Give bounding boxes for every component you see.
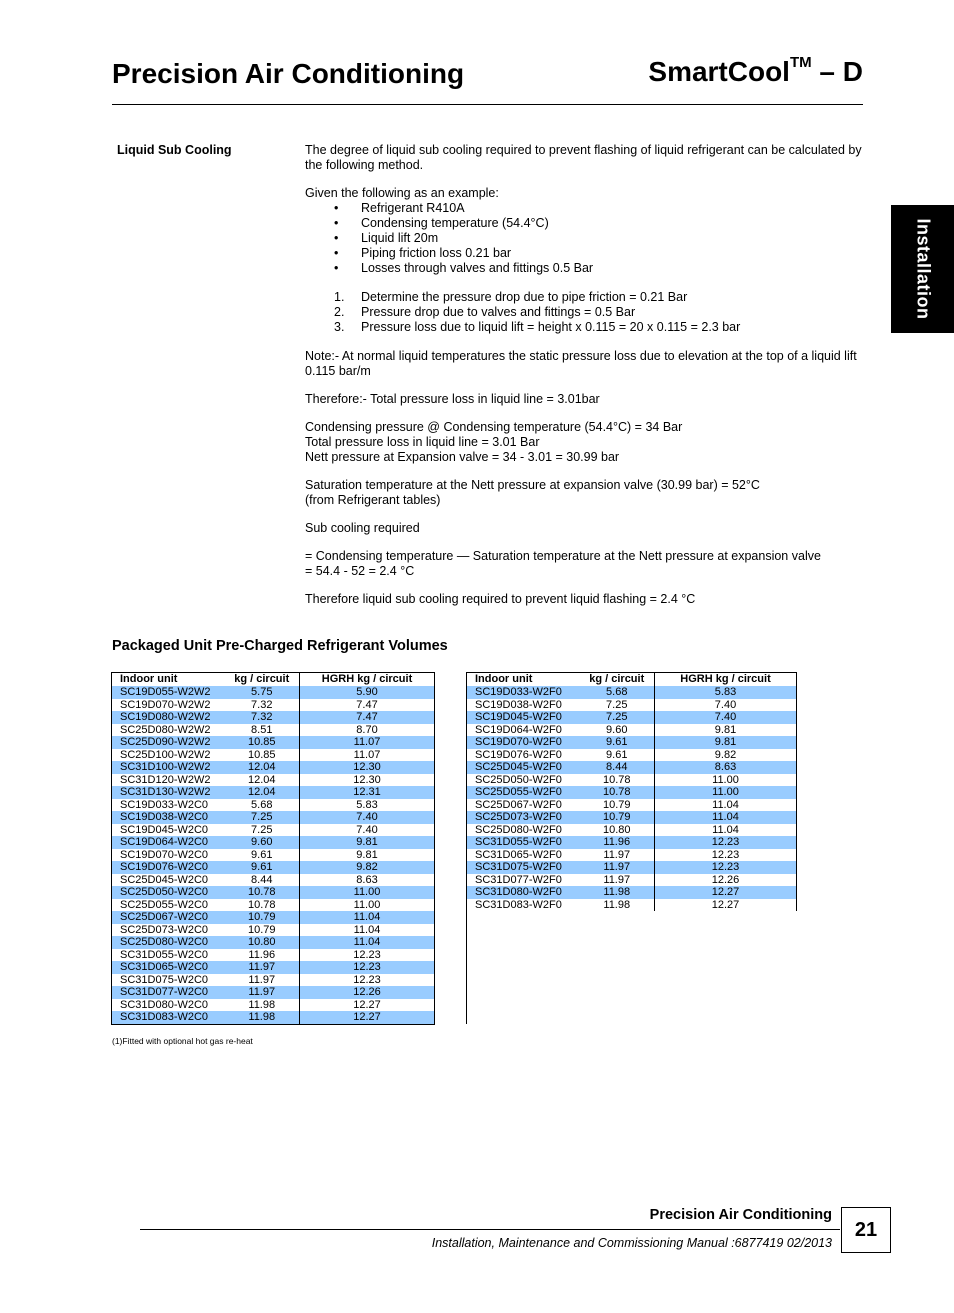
cell-hgrh: 12.27 — [300, 1011, 435, 1024]
table-row — [467, 824, 797, 837]
cell-kg: 10.85 — [225, 749, 300, 762]
footer-manual-ref: Installation, Maintenance and Commissioning Manual :6877419 02/2013 — [431, 1236, 832, 1250]
table-row — [467, 811, 797, 824]
cell-hgrh: 11.04 — [712, 823, 739, 836]
bullet-item: • Refrigerant R410A — [334, 201, 465, 215]
cell-unit: SC25D080-W2F0 — [475, 823, 562, 836]
cell-kg: 10.79 — [225, 924, 300, 937]
table-row — [112, 961, 435, 974]
footnote: (1)Fitted with optional hot gas re-heat — [112, 1036, 253, 1046]
cell-hgrh: 12.27 — [655, 886, 797, 899]
table-row — [467, 886, 797, 899]
cell-kg: 9.60 — [225, 836, 300, 849]
table-row — [467, 799, 797, 812]
cell-unit: SC19D045-W2F0 — [467, 711, 580, 724]
cell-hgrh: 9.81 — [300, 836, 435, 849]
cell-unit: SC25D073-W2C0 — [120, 923, 209, 936]
cell-unit: SC31D080-W2F0 — [467, 886, 580, 899]
table-row — [112, 774, 435, 787]
table-row — [112, 849, 435, 862]
cell-kg: 10.85 — [225, 736, 300, 749]
given-bullet-list — [305, 201, 865, 276]
bullet-item: • Condensing temperature (54.4°C) — [334, 216, 549, 230]
cell-hgrh: 12.23 — [655, 836, 797, 849]
cell-hgrh: 12.23 — [655, 861, 797, 874]
cell-unit: SC25D055-W2F0 — [467, 786, 580, 799]
cell-unit: SC19D070-W2F0 — [467, 736, 580, 749]
cell-kg: 11.97 — [580, 874, 655, 887]
cell-kg: 9.61 — [580, 736, 655, 749]
table-row — [112, 799, 435, 812]
cell-kg: 10.78 — [580, 774, 655, 787]
cell-hgrh: 7.40 — [655, 711, 797, 724]
table-row — [467, 761, 797, 774]
note-paragraph: Note:- At normal liquid temperatures the static pressure loss due to elevation at the top of a liquid lift 0.115 bar/m — [305, 349, 857, 378]
cell-hgrh: 11.00 — [300, 886, 435, 899]
cell-hgrh: 5.83 — [356, 798, 378, 811]
col-header-kg: kg / circuit — [580, 673, 655, 687]
cell-unit: SC19D076-W2C0 — [112, 861, 225, 874]
cell-unit: SC31D055-W2F0 — [467, 836, 580, 849]
cell-unit: SC31D100-W2W2 — [112, 761, 225, 774]
table-row — [112, 936, 435, 949]
table-row — [112, 736, 435, 749]
table-row — [112, 686, 435, 699]
cell-unit: SC19D055-W2W2 — [112, 686, 225, 699]
cell-hgrh: 11.07 — [300, 736, 435, 749]
footer-rule — [140, 1229, 840, 1230]
cell-unit: SC31D077-W2F0 — [475, 873, 562, 886]
col-header-hgrh: HGRH kg / circuit — [680, 673, 771, 685]
cell-kg: 5.68 — [225, 799, 300, 812]
cell-kg: 8.44 — [580, 761, 655, 774]
cell-hgrh: 11.04 — [300, 936, 435, 949]
table-row — [467, 849, 797, 862]
cell-unit: SC25D067-W2F0 — [475, 798, 562, 811]
header-rule — [112, 104, 863, 105]
cell-unit: SC19D070-W2W2 — [120, 698, 211, 711]
cell-unit: SC19D064-W2F0 — [475, 723, 562, 736]
cell-kg: 10.78 — [225, 899, 300, 912]
step-item: 3. Pressure loss due to liquid lift = height x 0.115 = 20 x 0.115 = 2.3 bar — [334, 320, 741, 334]
cell-hgrh: 11.00 — [712, 773, 739, 786]
refrigerant-table-right — [466, 672, 797, 911]
cell-kg: 12.04 — [225, 761, 300, 774]
cell-unit: SC31D055-W2C0 — [120, 948, 209, 961]
header-title: Precision Air Conditioning — [112, 58, 465, 89]
given-intro: Given the following as an example: — [305, 186, 499, 200]
cell-kg: 10.79 — [225, 911, 300, 924]
cell-kg: 11.98 — [225, 1011, 300, 1024]
cell-hgrh: 5.83 — [655, 686, 797, 699]
formula-line-2: = 54.4 - 52 = 2.4 °C — [305, 564, 415, 578]
footer-title: Precision Air Conditioning — [649, 1207, 832, 1223]
cell-hgrh: 12.30 — [300, 761, 435, 774]
cell-unit: SC25D045-W2F0 — [467, 761, 580, 774]
table-row — [467, 899, 797, 912]
table-row — [467, 874, 797, 887]
cell-hgrh: 9.82 — [714, 748, 737, 761]
cell-hgrh: 8.70 — [356, 723, 378, 736]
table-row — [112, 886, 435, 899]
cell-kg: 7.25 — [580, 699, 655, 712]
bullet-item: • Liquid lift 20m — [334, 231, 439, 245]
bullet-item: • Piping friction loss 0.21 bar — [334, 246, 512, 260]
cell-hgrh: 7.40 — [356, 823, 378, 836]
section-body — [305, 143, 865, 607]
cell-kg: 7.32 — [225, 711, 300, 724]
table-row — [467, 724, 797, 737]
table-row — [112, 749, 435, 762]
cell-unit: SC31D065-W2C0 — [112, 961, 225, 974]
cell-kg: 5.75 — [225, 686, 300, 699]
table-row — [112, 711, 435, 724]
table-row — [467, 774, 797, 787]
cell-hgrh: 7.40 — [300, 811, 435, 824]
cell-unit: SC25D090-W2W2 — [112, 736, 225, 749]
table-row — [467, 736, 797, 749]
cell-unit: SC25D073-W2F0 — [467, 811, 580, 824]
cell-unit: SC25D050-W2F0 — [475, 773, 562, 786]
cell-kg: 11.97 — [225, 986, 300, 999]
cell-hgrh: 11.04 — [353, 923, 381, 936]
cell-kg: 10.78 — [225, 886, 300, 899]
cell-hgrh: 12.23 — [353, 973, 381, 986]
step-item: 1. Determine the pressure drop due to pipe friction = 0.21 Bar — [334, 290, 688, 304]
cell-hgrh: 12.31 — [300, 786, 435, 799]
cell-unit: SC31D080-W2C0 — [120, 998, 209, 1011]
table-row — [467, 749, 797, 762]
cell-unit: SC19D045-W2C0 — [120, 823, 209, 836]
cell-kg: 11.97 — [225, 974, 300, 987]
section-label: Liquid Sub Cooling — [117, 143, 232, 157]
cell-unit: SC19D064-W2C0 — [112, 836, 225, 849]
cell-unit: SC19D033-W2F0 — [467, 686, 580, 699]
cell-kg: 7.25 — [580, 711, 655, 724]
cell-kg: 10.78 — [580, 786, 655, 799]
table-row — [467, 836, 797, 849]
cell-kg: 11.98 — [580, 886, 655, 899]
col-header-unit: Indoor unit — [120, 673, 178, 685]
cell-unit: SC31D075-W2F0 — [467, 861, 580, 874]
cell-hgrh: 9.81 — [714, 723, 737, 736]
table-row — [112, 761, 435, 774]
cell-kg: 5.68 — [580, 686, 655, 699]
cell-kg: 11.96 — [225, 949, 300, 962]
cell-kg: 12.04 — [225, 774, 300, 787]
cell-hgrh: 9.81 — [356, 848, 378, 861]
cell-kg: 7.25 — [225, 811, 300, 824]
bullet-icon: • — [334, 231, 339, 245]
cell-kg: 10.80 — [225, 936, 300, 949]
col-header-kg: kg / circuit — [225, 673, 300, 687]
cell-unit: SC31D077-W2C0 — [112, 986, 225, 999]
product-name: SmartCool — [648, 56, 790, 87]
cell-hgrh: 9.81 — [655, 736, 797, 749]
table-header-row — [467, 673, 797, 687]
cell-hgrh: 11.00 — [353, 898, 381, 911]
cell-unit: SC31D065-W2F0 — [475, 848, 562, 861]
table-row — [467, 786, 797, 799]
cell-kg: 12.04 — [225, 786, 300, 799]
table-row — [112, 874, 435, 887]
cell-hgrh: 12.23 — [353, 948, 381, 961]
table-row — [112, 824, 435, 837]
table-row — [112, 986, 435, 999]
cell-hgrh: 11.04 — [712, 798, 739, 811]
cell-kg: 11.97 — [225, 961, 300, 974]
table-row — [112, 924, 435, 937]
table-row — [112, 999, 435, 1012]
cell-kg: 10.79 — [580, 799, 655, 812]
table-row — [112, 836, 435, 849]
cell-hgrh: 12.23 — [711, 848, 740, 861]
bullet-icon: • — [334, 246, 339, 260]
cell-unit: SC31D130-W2W2 — [112, 786, 225, 799]
table-row — [112, 949, 435, 962]
saturation-line: Saturation temperature at the Nett pressure at expansion valve (30.99 bar) = 52°C — [305, 478, 760, 492]
cell-unit: SC25D100-W2W2 — [120, 748, 211, 761]
cell-kg: 7.32 — [225, 699, 300, 712]
cell-unit: SC25D050-W2C0 — [112, 886, 225, 899]
cell-kg: 11.97 — [580, 861, 655, 874]
cell-hgrh: 12.30 — [353, 773, 381, 786]
cell-hgrh: 7.40 — [714, 698, 737, 711]
cell-kg: 9.60 — [580, 724, 655, 737]
cell-hgrh: 5.90 — [300, 686, 435, 699]
table-row — [112, 974, 435, 987]
bullet-item: • Losses through valves and fittings 0.5 Bar — [334, 261, 594, 275]
table-header-row — [112, 673, 435, 687]
cell-kg: 11.97 — [580, 849, 655, 862]
table-row — [467, 711, 797, 724]
side-tab-label: Installation — [913, 218, 933, 320]
table-row — [112, 1011, 435, 1024]
cell-unit: SC19D070-W2C0 — [120, 848, 209, 861]
cell-kg: 8.51 — [225, 724, 300, 737]
table-row — [467, 861, 797, 874]
page-number: 21 — [841, 1207, 891, 1253]
table-row — [467, 686, 797, 699]
cell-kg: 8.44 — [225, 874, 300, 887]
table-row — [112, 786, 435, 799]
cell-hgrh: 8.63 — [655, 761, 797, 774]
cell-hgrh: 12.26 — [300, 986, 435, 999]
cell-unit: SC19D080-W2W2 — [112, 711, 225, 724]
product-suffix: – D — [811, 56, 863, 87]
cell-hgrh: 11.04 — [655, 811, 797, 824]
table-row — [112, 899, 435, 912]
cell-unit: SC25D080-W2W2 — [120, 723, 211, 736]
therefore-total: Therefore:- Total pressure loss in liquid line = 3.01bar — [305, 392, 600, 406]
cell-unit: SC19D038-W2F0 — [475, 698, 562, 711]
table-right-border — [466, 910, 467, 1024]
bullet-icon: • — [334, 261, 339, 275]
conclusion-line: Therefore liquid sub cooling required to prevent liquid flashing = 2.4 °C — [305, 592, 696, 606]
section-side-tab — [891, 205, 954, 333]
cell-kg: 10.80 — [580, 824, 655, 837]
cell-unit: SC31D075-W2C0 — [120, 973, 209, 986]
sub-cooling-required: Sub cooling required — [305, 521, 420, 535]
col-header-unit: Indoor unit — [475, 673, 533, 685]
cell-unit: SC25D067-W2C0 — [112, 911, 225, 924]
table-row — [112, 811, 435, 824]
cell-kg: 10.79 — [580, 811, 655, 824]
cell-kg: 11.98 — [580, 899, 655, 912]
bullet-icon: • — [334, 201, 339, 215]
step-item: 2. Pressure drop due to valves and fittings = 0.5 Bar — [334, 305, 636, 319]
cell-kg: 11.96 — [580, 836, 655, 849]
cell-hgrh: 11.04 — [300, 911, 435, 924]
cell-hgrh: 12.27 — [353, 998, 381, 1011]
cell-unit: SC25D055-W2C0 — [120, 898, 209, 911]
table-row — [112, 861, 435, 874]
cell-kg: 11.98 — [225, 999, 300, 1012]
table-row — [467, 699, 797, 712]
table-row — [112, 699, 435, 712]
packaged-title: Packaged Unit Pre-Charged Refrigerant Volumes — [112, 638, 448, 654]
refrigerant-table-left — [111, 672, 435, 1025]
col-header-hgrh: HGRH kg / circuit — [321, 673, 413, 685]
header-product — [648, 56, 863, 88]
cell-hgrh: 12.27 — [711, 898, 740, 911]
cell-kg: 7.25 — [225, 824, 300, 837]
cell-kg: 9.61 — [225, 861, 300, 874]
cell-hgrh: 8.63 — [356, 873, 378, 886]
nett-pressure-line: Nett pressure at Expansion valve = 34 - 3.01 = 30.99 bar — [305, 450, 620, 464]
total-loss-line: Total pressure loss in liquid line = 3.01 Bar — [305, 435, 540, 449]
table-row — [112, 911, 435, 924]
cell-unit: SC19D033-W2C0 — [120, 798, 209, 811]
cell-hgrh: 7.47 — [356, 698, 378, 711]
intro-paragraph: The degree of liquid sub cooling required to prevent flashing of liquid refrigerant can be calculated by the following method. — [305, 143, 862, 172]
formula-line-1: = Condensing temperature — Saturation temperature at the Nett pressure at expansion valve — [305, 549, 821, 563]
from-tables-line: (from Refrigerant tables) — [305, 493, 441, 507]
cell-unit: SC25D045-W2C0 — [120, 873, 209, 886]
cell-unit: SC19D076-W2F0 — [475, 748, 562, 761]
cell-unit: SC31D083-W2C0 — [112, 1011, 225, 1024]
cell-unit: SC31D120-W2W2 — [120, 773, 211, 786]
bullet-icon: • — [334, 216, 339, 230]
cell-unit: SC19D038-W2C0 — [112, 811, 225, 824]
cell-hgrh: 11.07 — [353, 748, 381, 761]
steps-list — [305, 290, 865, 335]
cell-hgrh: 7.47 — [300, 711, 435, 724]
table-row — [112, 724, 435, 737]
cell-kg: 9.61 — [580, 749, 655, 762]
cell-hgrh: 12.26 — [711, 873, 740, 886]
cond-pressure-line: Condensing pressure @ Condensing temperature (54.4°C) = 34 Bar — [305, 420, 683, 434]
cell-hgrh: 11.00 — [655, 786, 797, 799]
cell-hgrh: 12.23 — [300, 961, 435, 974]
cell-unit: SC31D083-W2F0 — [475, 898, 562, 911]
trademark-sup: TM — [789, 54, 812, 71]
cell-hgrh: 9.82 — [300, 861, 435, 874]
cell-kg: 9.61 — [225, 849, 300, 862]
cell-unit: SC25D080-W2C0 — [112, 936, 225, 949]
